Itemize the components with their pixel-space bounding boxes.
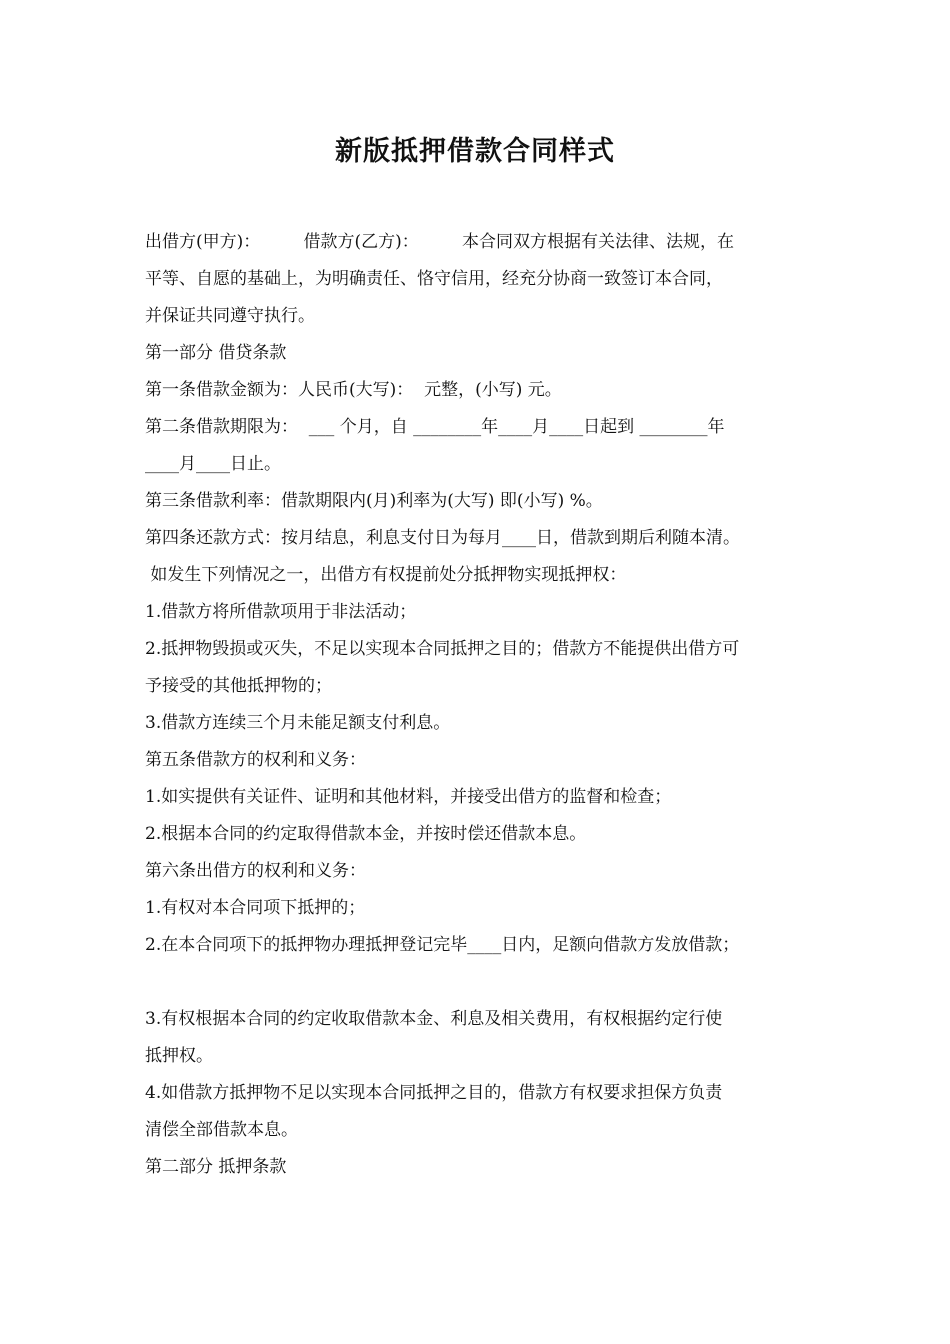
list-item: 3.有权根据本合同的约定收取借款本金、利息及相关费用，有权根据约定行使 xyxy=(145,1009,723,1029)
section-heading: 第二部分 抵押条款 xyxy=(145,1157,287,1177)
list-item: 清偿全部借款本息。 xyxy=(145,1120,298,1140)
list-item: 1.如实提供有关证件、证明和其他材料，并接受出借方的监督和检查； xyxy=(145,787,672,807)
list-item: 4.如借款方抵押物不足以实现本合同抵押之目的，借款方有权要求担保方负责 xyxy=(145,1083,723,1103)
article-line: 第三条借款利率：借款期限内(月)利率为(大写) 即(小写) %。 xyxy=(145,491,603,511)
paragraph-line: 平等、自愿的基础上，为明确责任、恪守信用，经充分协商一致签订本合同， xyxy=(145,269,723,289)
document-title: 新版抵押借款合同样式 xyxy=(335,136,615,167)
article-line: ____月____日止。 xyxy=(145,454,281,474)
section-heading: 第一部分 借贷条款 xyxy=(145,343,287,363)
paragraph-line: 出借方(甲方)： 借款方(乙方)： 本合同双方根据有关法律、法规，在 xyxy=(145,232,734,252)
article-line: 第二条借款期限为： ___ 个月，自 ________年____月____日起到 ________年 xyxy=(145,417,725,437)
list-item: 1.有权对本合同项下抵押的； xyxy=(145,898,366,918)
paragraph-line: 并保证共同遵守执行。 xyxy=(145,306,315,326)
list-item: 抵押权。 xyxy=(145,1046,213,1066)
article-line: 第四条还款方式：按月结息，利息支付日为每月____日，借款到期后利随本清。 xyxy=(145,528,740,548)
article-line: 第五条借款方的权利和义务： xyxy=(145,750,366,770)
article-line: 第六条出借方的权利和义务： xyxy=(145,861,366,881)
document-body xyxy=(145,224,815,1186)
list-item: 予接受的其他抵押物的； xyxy=(145,676,332,696)
list-item: 3.借款方连续三个月未能足额支付利息。 xyxy=(145,713,451,733)
article-line: 如发生下列情况之一，出借方有权提前处分抵押物实现抵押权： xyxy=(145,565,627,585)
list-item: 1.借款方将所借款项用于非法活动； xyxy=(145,602,417,622)
article-line: 第一条借款金额为：人民币(大写)： 元整，(小写) 元。 xyxy=(145,380,562,400)
list-item: 2.抵押物毁损或灭失，不足以实现本合同抵押之目的；借款方不能提供出借方可 xyxy=(145,639,740,659)
blank-line xyxy=(145,964,815,1001)
list-item: 2.在本合同项下的抵押物办理抵押登记完毕____日内，足额向借款方发放借款； xyxy=(145,935,740,955)
list-item: 2.根据本合同的约定取得借款本金，并按时偿还借款本息。 xyxy=(145,824,587,844)
